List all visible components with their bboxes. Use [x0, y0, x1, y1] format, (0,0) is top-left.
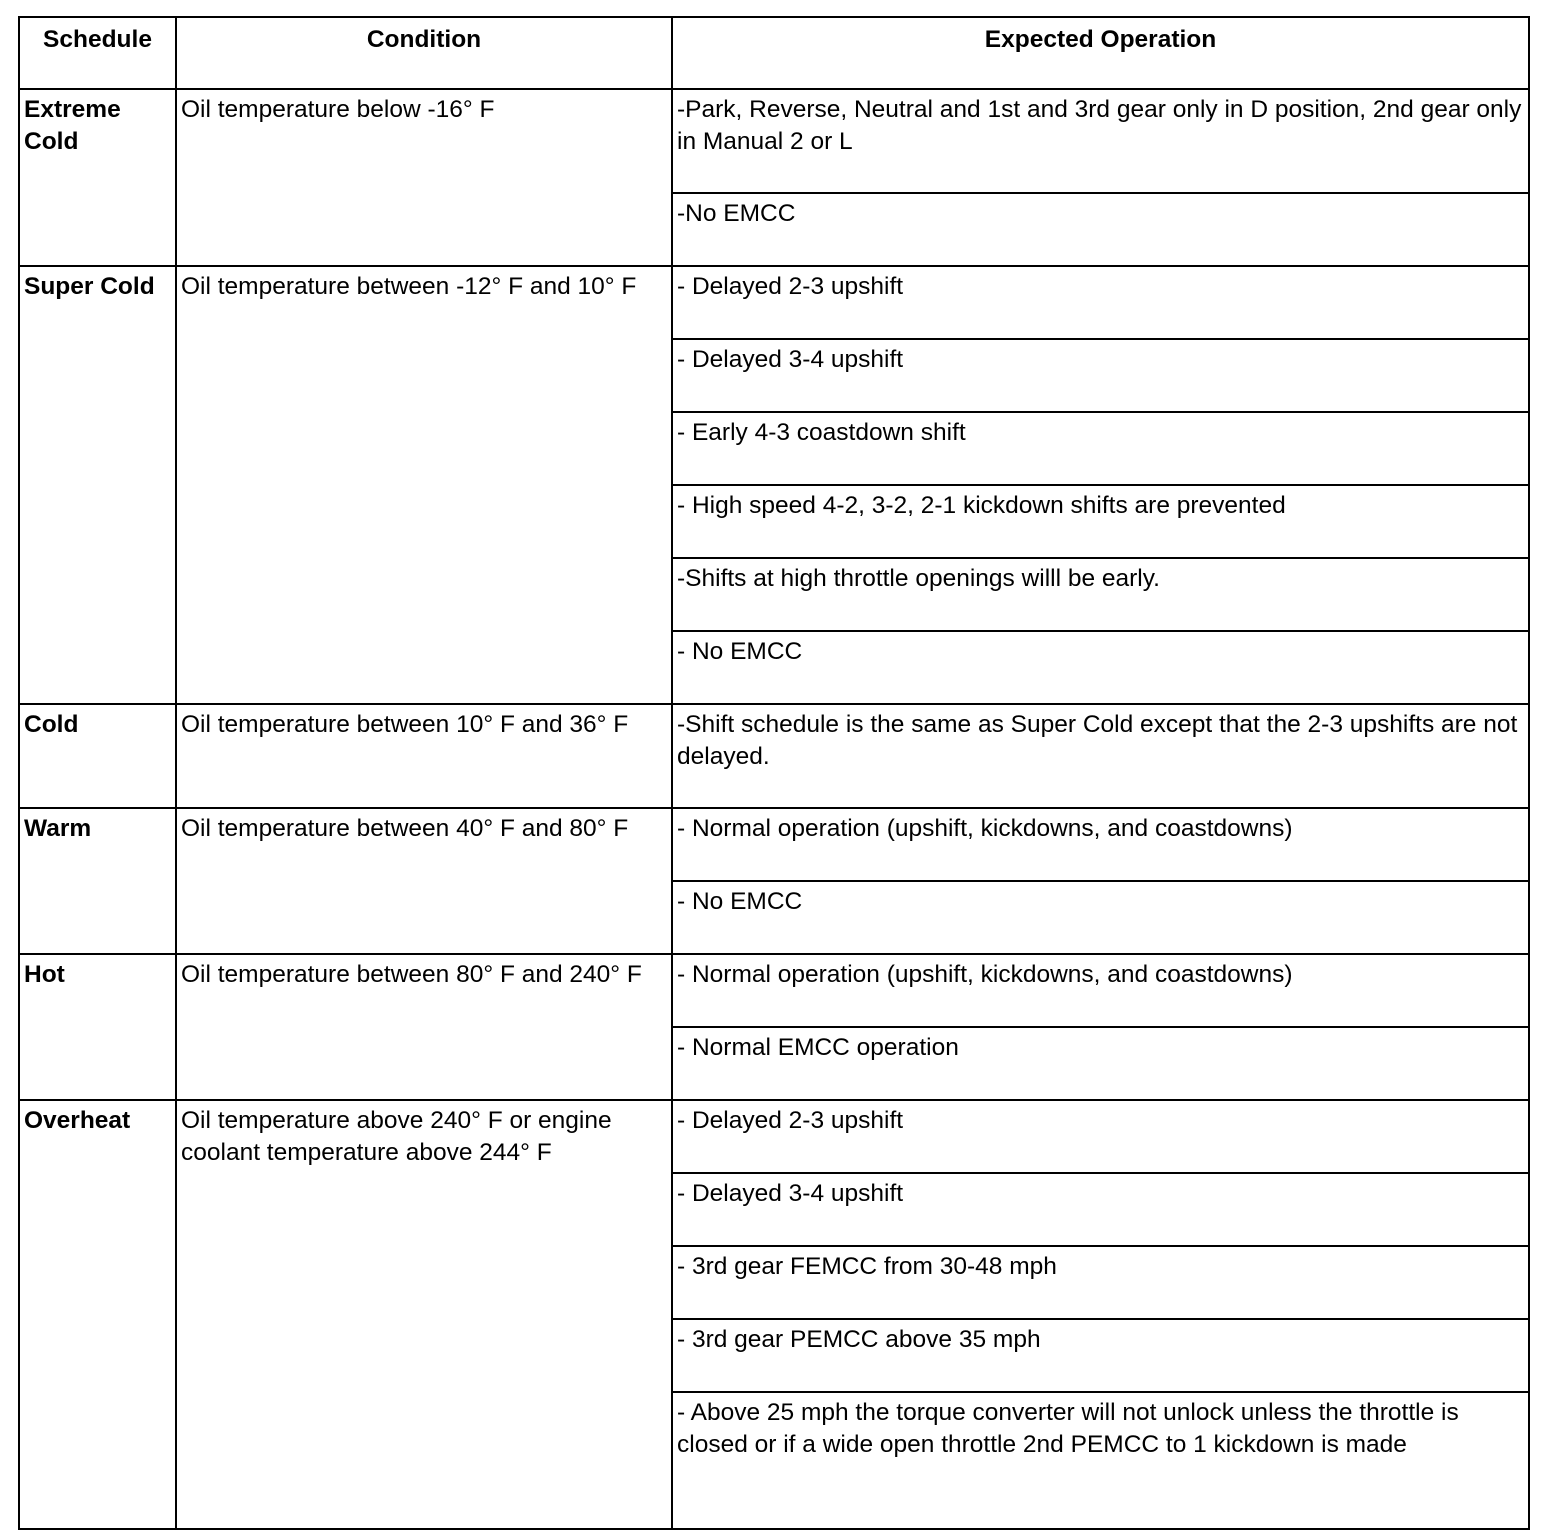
operation-cell: - No EMCC — [672, 631, 1529, 704]
operation-cell: - 3rd gear PEMCC above 35 mph — [672, 1319, 1529, 1392]
header-condition: Condition — [176, 17, 672, 89]
condition-cell: Oil temperature between 10° F and 36° F — [176, 704, 672, 808]
operation-cell: -Park, Reverse, Neutral and 1st and 3rd gear only in D position, 2nd gear only in Manual 2 or L — [672, 89, 1529, 193]
schedule-cell: Cold — [19, 704, 176, 808]
condition-cell: Oil temperature above 240° F or engine coolant temperature above 244° F — [176, 1100, 672, 1529]
operation-cell: - Early 4-3 coastdown shift — [672, 412, 1529, 485]
operation-cell: -Shifts at high throttle openings willl be early. — [672, 558, 1529, 631]
operation-cell: - Delayed 2-3 upshift — [672, 266, 1529, 339]
operation-cell: - Delayed 3-4 upshift — [672, 1173, 1529, 1246]
operation-cell: - Normal operation (upshift, kickdowns, and coastdowns) — [672, 808, 1529, 881]
header-row — [19, 17, 1529, 89]
condition-cell: Oil temperature between 40° F and 80° F — [176, 808, 672, 954]
shift-schedule-table — [18, 16, 1530, 1530]
header-schedule: Schedule — [19, 17, 176, 89]
operation-cell: - Normal EMCC operation — [672, 1027, 1529, 1100]
schedule-cell: Extreme Cold — [19, 89, 176, 266]
schedule-cell: Overheat — [19, 1100, 176, 1529]
operation-cell: - No EMCC — [672, 881, 1529, 954]
condition-cell: Oil temperature between -12° F and 10° F — [176, 266, 672, 704]
schedule-cell: Super Cold — [19, 266, 176, 704]
operation-cell: - Normal operation (upshift, kickdowns, and coastdowns) — [672, 954, 1529, 1027]
header-expected-operation: Expected Operation — [672, 17, 1529, 89]
operation-cell: - 3rd gear FEMCC from 30-48 mph — [672, 1246, 1529, 1319]
condition-cell: Oil temperature between 80° F and 240° F — [176, 954, 672, 1100]
operation-cell: - Delayed 2-3 upshift — [672, 1100, 1529, 1173]
table-row — [19, 704, 1529, 808]
table-row — [19, 808, 1529, 881]
operation-cell: -No EMCC — [672, 193, 1529, 266]
table-row — [19, 89, 1529, 193]
schedule-cell: Warm — [19, 808, 176, 954]
operation-cell: - Above 25 mph the torque converter will not unlock unless the throttle is closed or if a wide open throttle 2nd PEMCC to 1 kickdown is made — [672, 1392, 1529, 1529]
operation-cell: - High speed 4-2, 3-2, 2-1 kickdown shifts are prevented — [672, 485, 1529, 558]
table-row — [19, 1100, 1529, 1173]
condition-cell: Oil temperature below -16° F — [176, 89, 672, 266]
table-row — [19, 954, 1529, 1027]
table-row — [19, 266, 1529, 339]
schedule-cell: Hot — [19, 954, 176, 1100]
operation-cell: - Delayed 3-4 upshift — [672, 339, 1529, 412]
operation-cell: -Shift schedule is the same as Super Cold except that the 2-3 upshifts are not delayed. — [672, 704, 1529, 808]
